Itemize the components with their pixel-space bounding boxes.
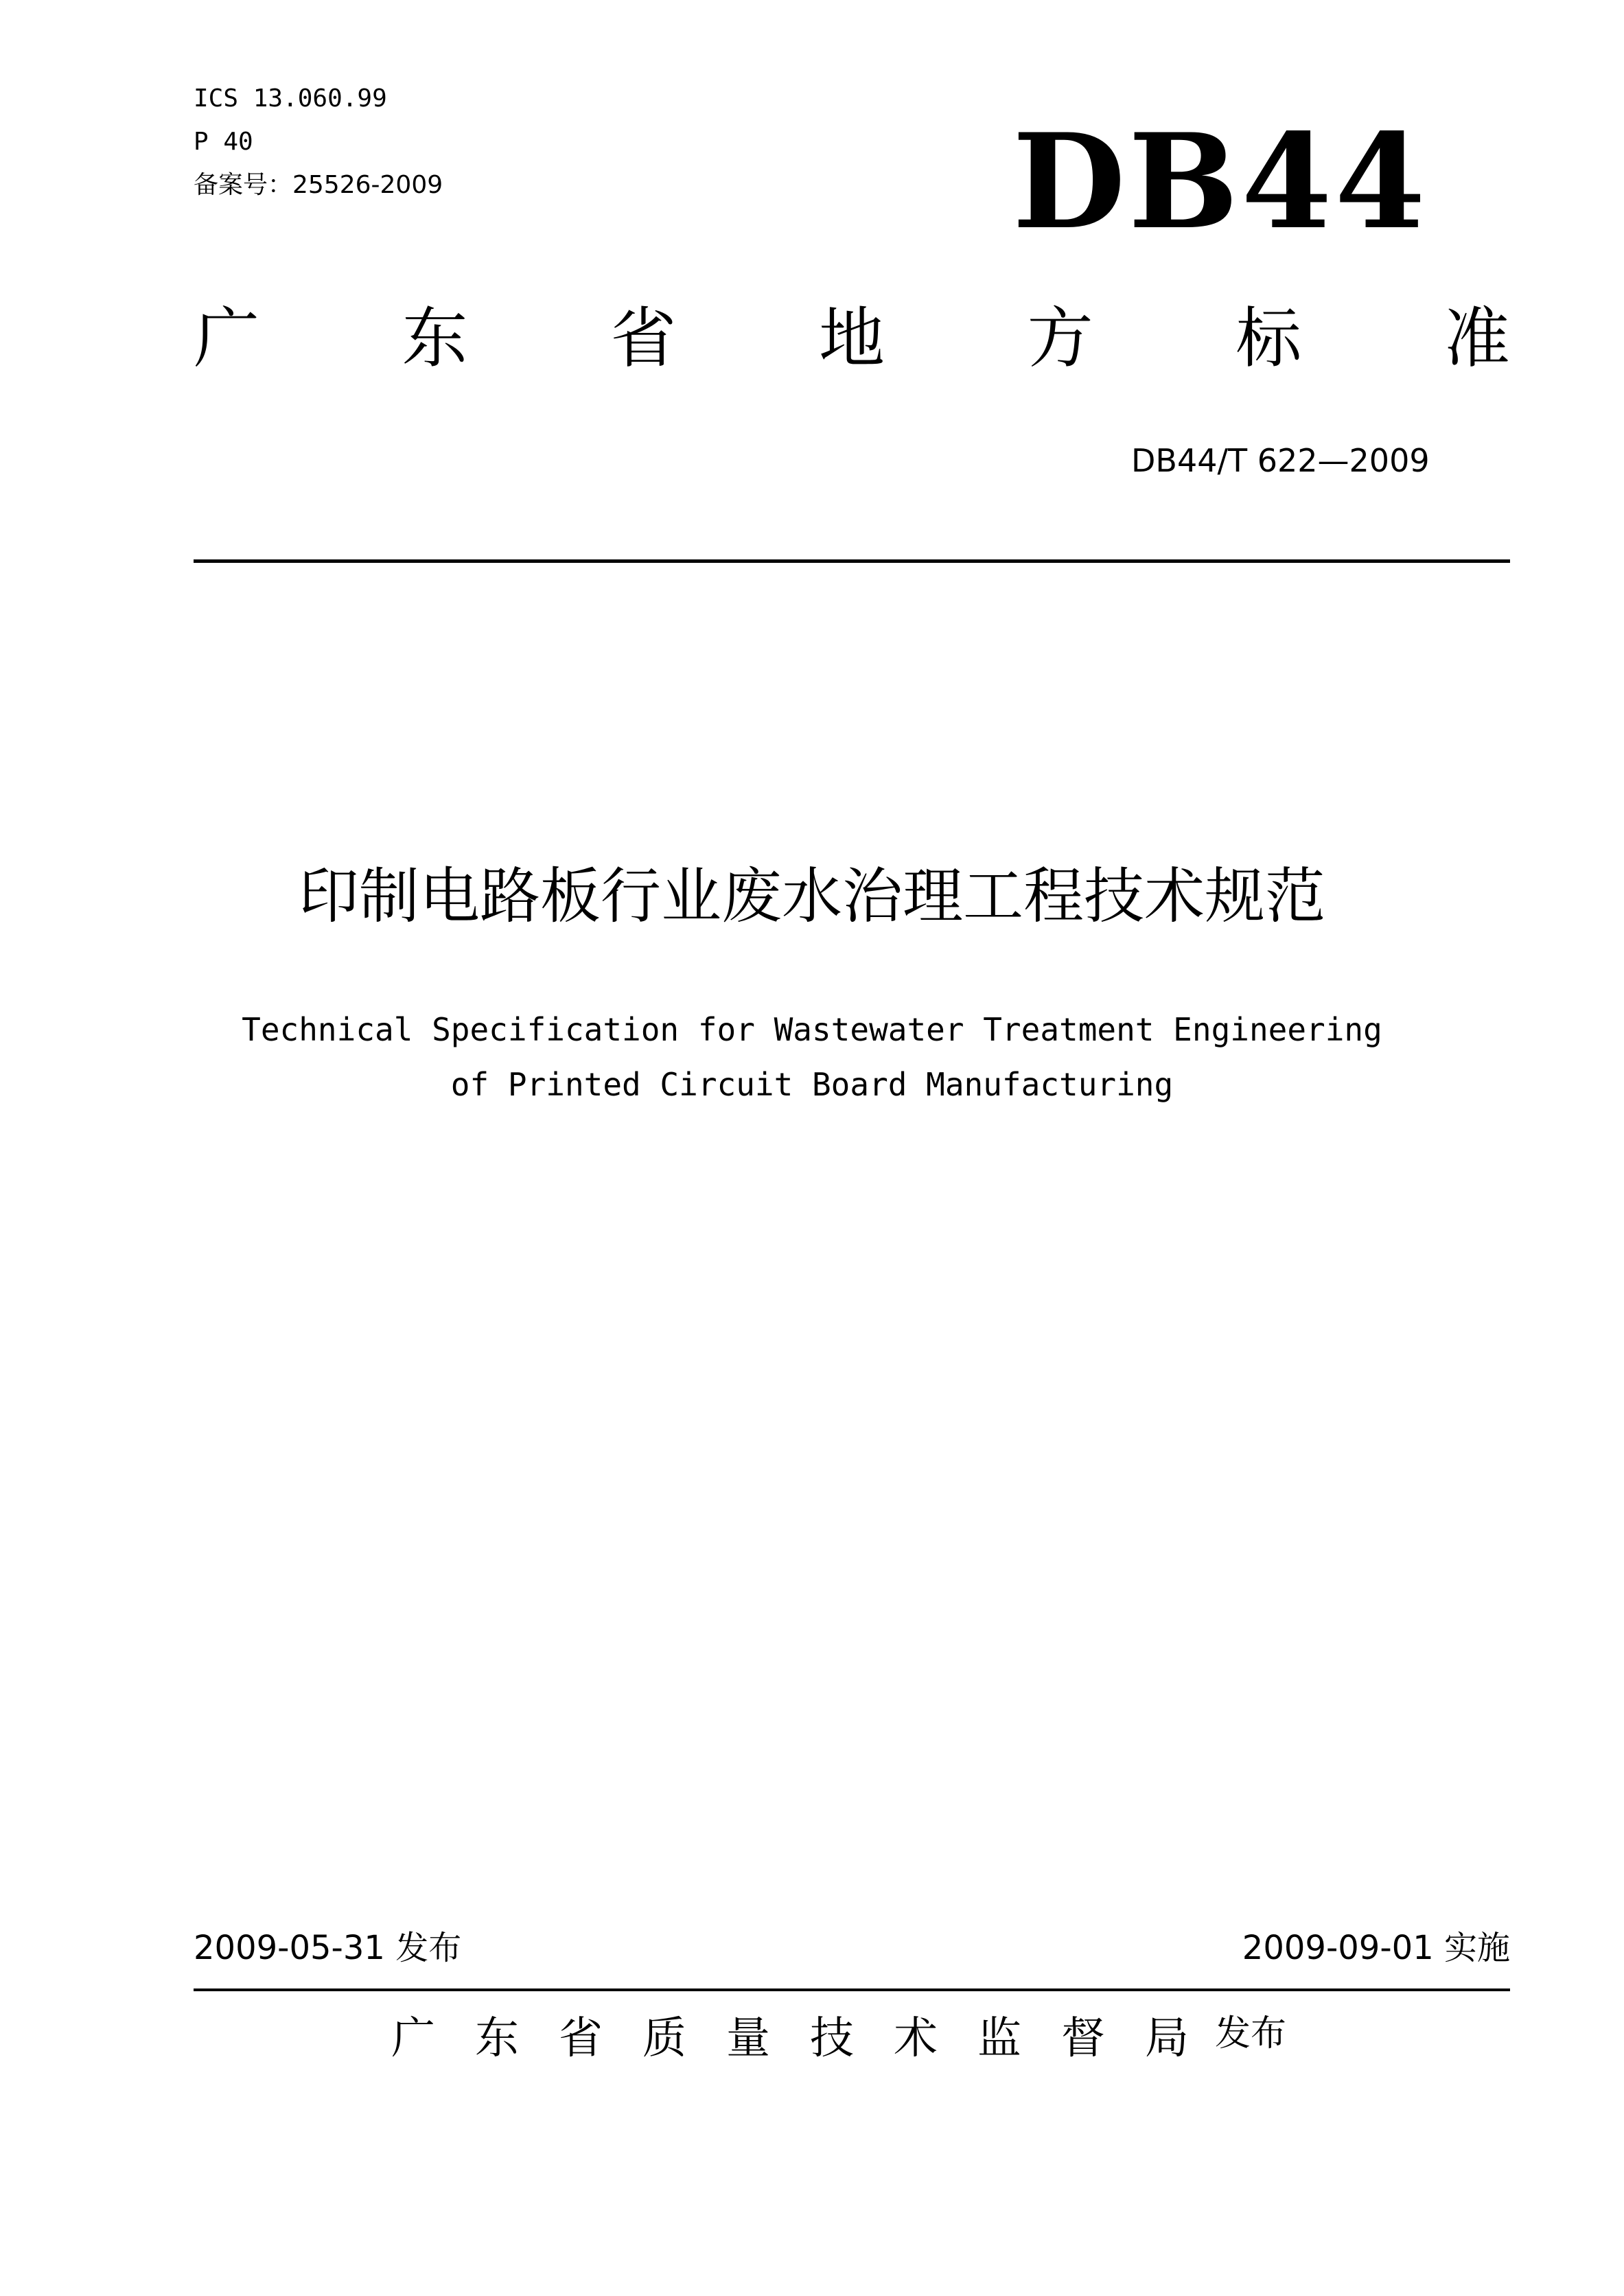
issuer-name: 广东省质量技术监督局 bbox=[391, 2013, 1229, 2064]
standard-number: DB44/T 622—2009 bbox=[1131, 442, 1430, 479]
ics-code: ICS 13.060.99 bbox=[194, 84, 387, 113]
filing-number: 备案号：25526-2009 bbox=[194, 171, 443, 199]
title-english-line2: of Printed Circuit Board Manufacturing bbox=[450, 1066, 1174, 1103]
title-chinese: 印制电路板行业废水治理工程技术规范 bbox=[298, 861, 1325, 931]
standard-type-char: 地 bbox=[818, 300, 885, 377]
top-divider bbox=[194, 559, 1510, 563]
publish-date: 2009-05-31 发布 bbox=[194, 1929, 462, 1967]
standard-type-char: 准 bbox=[1443, 300, 1510, 377]
issuer-line bbox=[391, 2011, 1286, 2066]
standard-type-char: 省 bbox=[610, 300, 677, 377]
standard-type-char: 广 bbox=[194, 300, 259, 377]
db44-logo: DB44 bbox=[1012, 105, 1428, 258]
effective-date: 2009-09-01 实施 bbox=[1242, 1929, 1510, 1967]
issuer-suffix: 发布 bbox=[1215, 2013, 1287, 2054]
title-english-line1: Technical Specification for Wastewater Treatment Engineering bbox=[242, 1011, 1382, 1048]
standard-type-char: 东 bbox=[402, 300, 468, 377]
standard-type-char: 方 bbox=[1027, 300, 1093, 377]
standard-type-char: 标 bbox=[1236, 300, 1302, 377]
standard-type-heading bbox=[194, 301, 1510, 376]
bottom-divider bbox=[194, 1988, 1510, 1991]
classification-code: P 40 bbox=[194, 128, 253, 156]
